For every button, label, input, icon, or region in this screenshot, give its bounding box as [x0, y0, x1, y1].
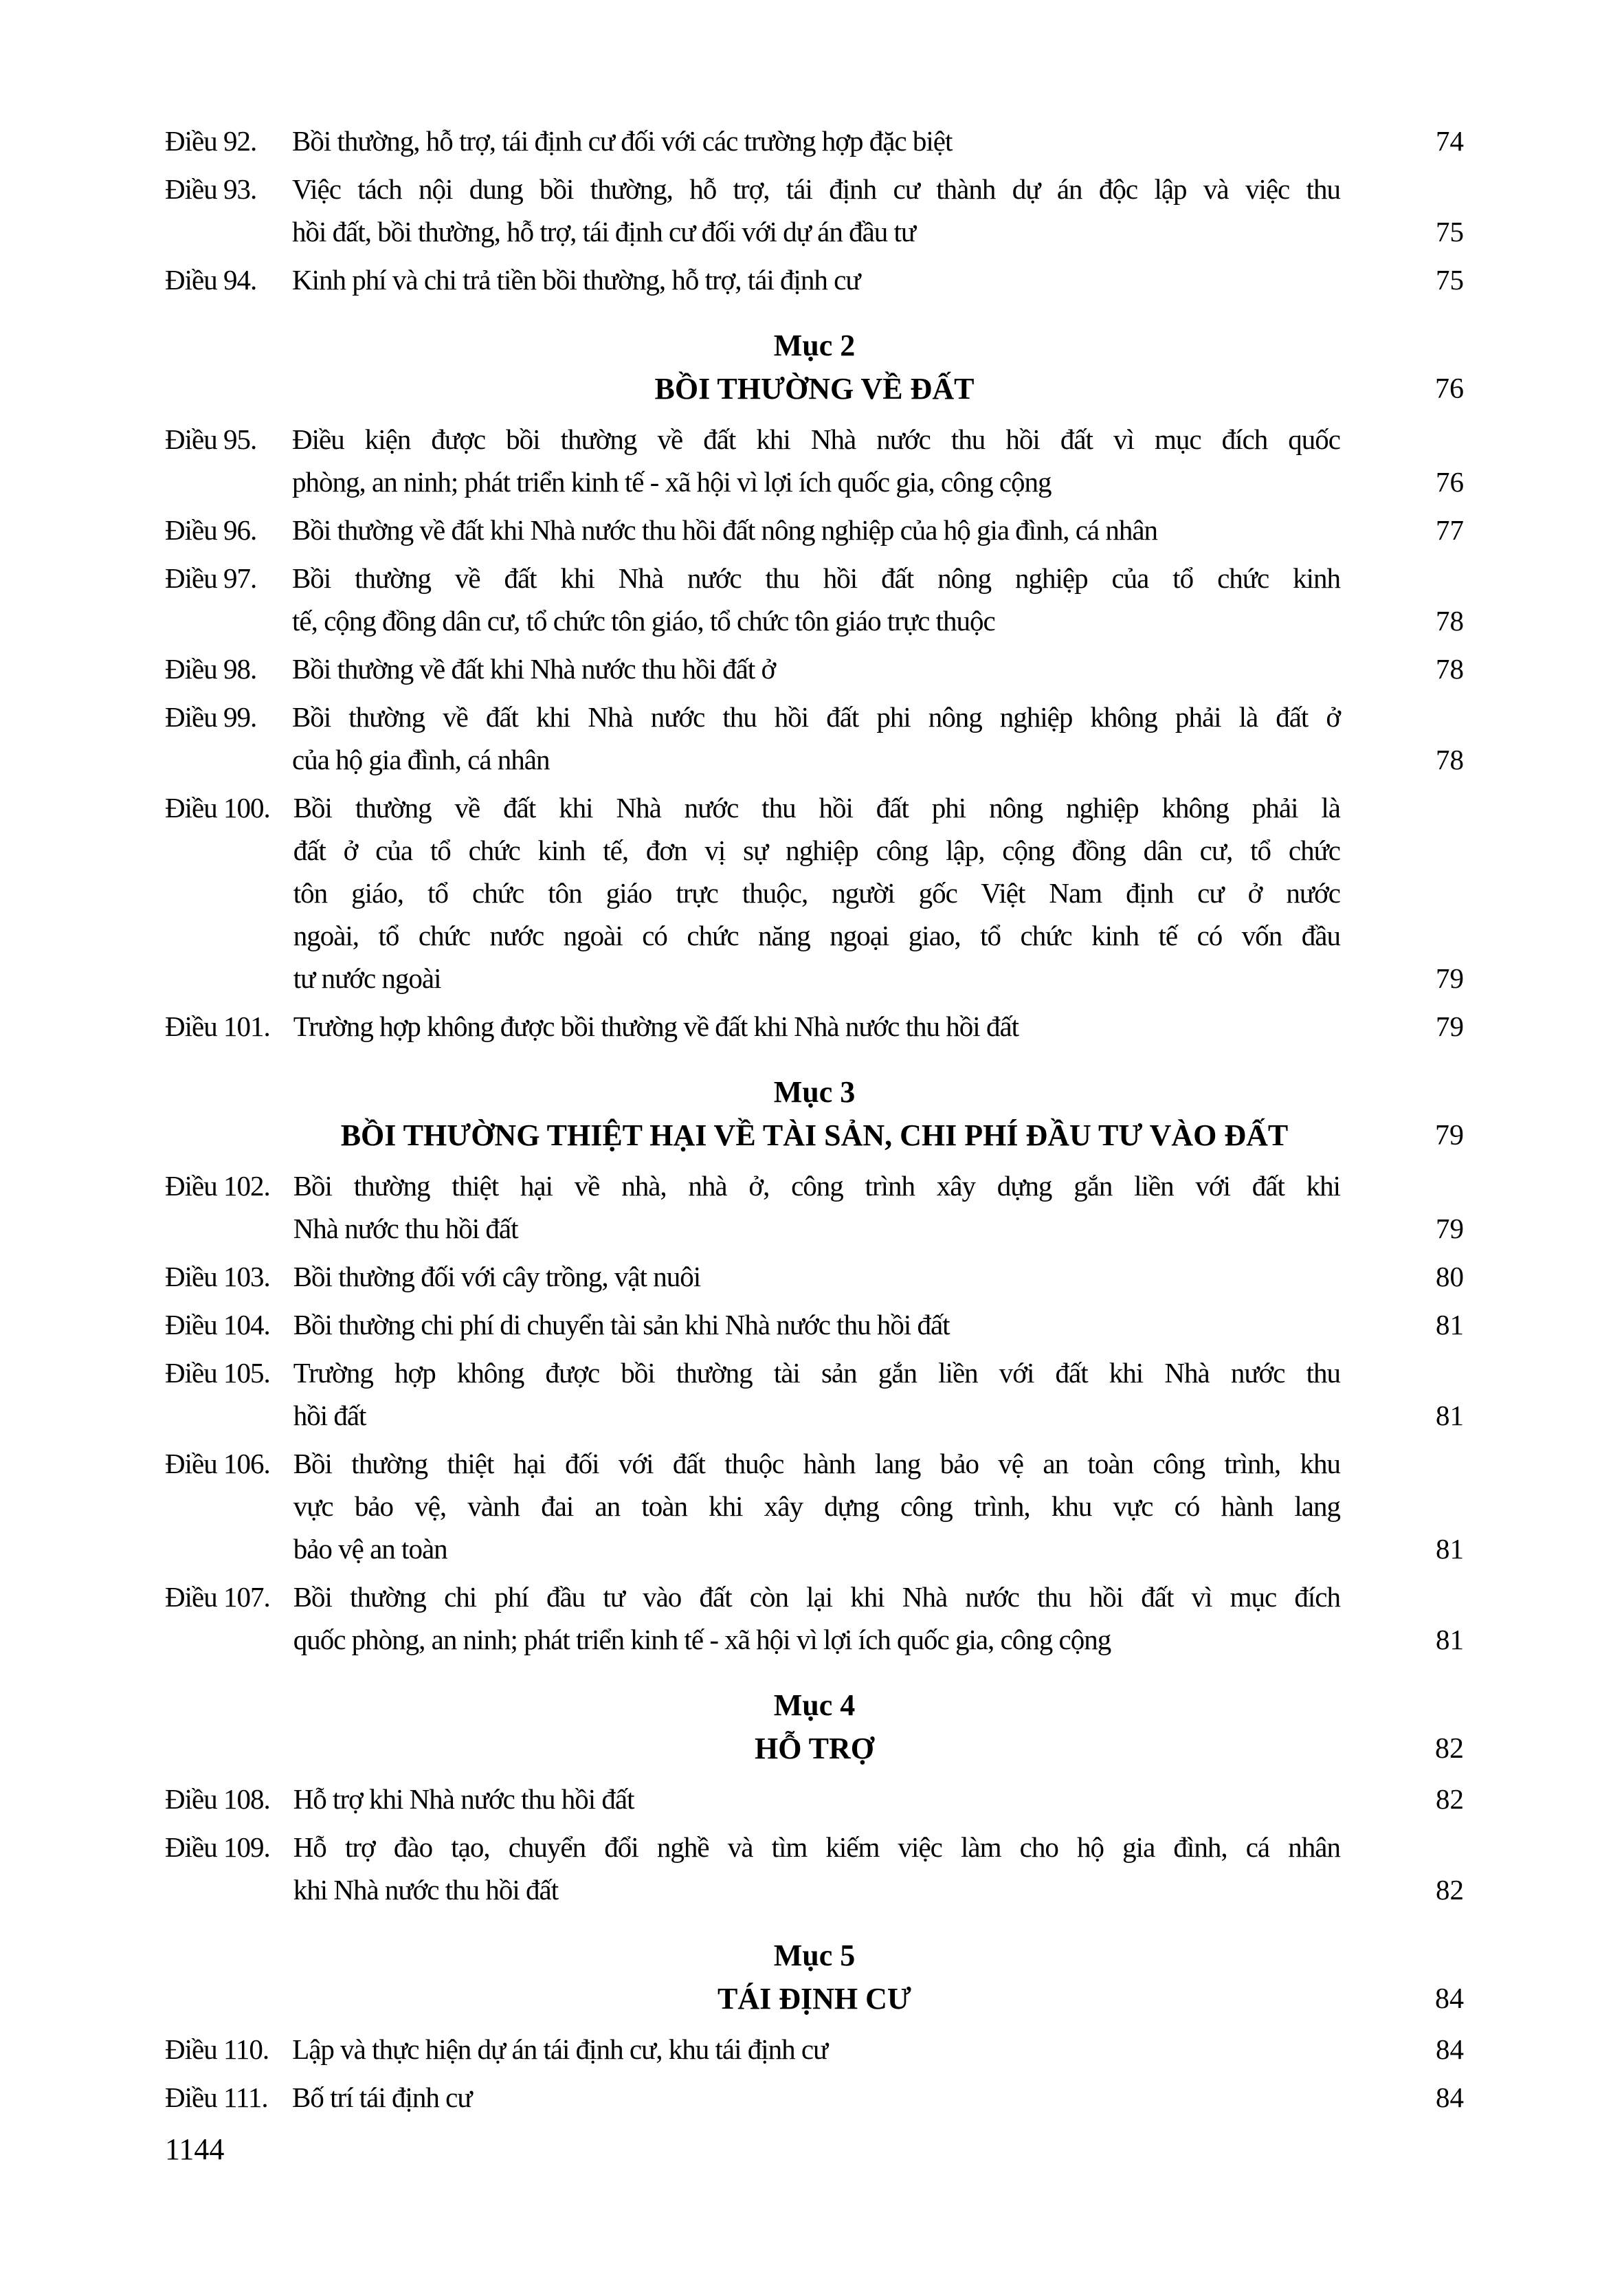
article-lines: [293, 1005, 1340, 1048]
toc-article-entry: [165, 1778, 1464, 1820]
toc-article-entry: [165, 557, 1464, 642]
article-line: ngoài, tổ chức nước ngoài có chức năng ngoại giao, tổ chức kinh tế có vốn đầu: [293, 920, 1340, 951]
article-label: Điều 94.: [165, 264, 257, 296]
page-number: 79: [1435, 1120, 1464, 1151]
toc-section-header: [165, 1934, 1464, 2021]
toc-article-entry: [165, 2076, 1464, 2119]
section-title: HỖ TRỢ: [754, 1732, 874, 1765]
article-line: Bồi thường chi phí đầu tư vào đất còn lại khi Nhà nước thu hồi đất vì mục đích: [293, 1581, 1340, 1613]
article-label: Điều 104.: [165, 1309, 270, 1340]
article-line: Bồi thường về đất khi Nhà nước thu hồi đất ở: [292, 653, 776, 685]
article-lines: [293, 1255, 1340, 1298]
toc-article-entry: [165, 1351, 1464, 1437]
article-line: Bồi thường thiệt hại về nhà, nhà ở, công trình xây dựng gắn liền với đất khi: [293, 1170, 1340, 1202]
footer-page-number: 1144: [165, 2132, 225, 2166]
page-number: 81: [1436, 1400, 1464, 1431]
toc-article-entry: [165, 2028, 1464, 2071]
toc-article-entry: [165, 1164, 1464, 1250]
article-line: Bồi thường về đất khi Nhà nước thu hồi đất phi nông nghiệp không phải là: [293, 792, 1340, 824]
article-line: Bồi thường chi phí di chuyển tài sản khi Nhà nước thu hồi đất: [293, 1309, 950, 1340]
article-line: Việc tách nội dung bồi thường, hỗ trợ, tái định cư thành dự án độc lập và việc thu: [292, 173, 1340, 205]
article-line: bảo vệ an toàn: [293, 1533, 447, 1565]
article-label: Điều 93.: [165, 173, 257, 205]
article-line: khi Nhà nước thu hồi đất: [293, 1874, 559, 1906]
toc-article-entry: [165, 258, 1464, 301]
toc-article-entry: [165, 696, 1464, 781]
toc-article-entry: [165, 509, 1464, 551]
toc-article-entry: [165, 120, 1464, 162]
page-number: 79: [1436, 962, 1464, 994]
page-number: 78: [1436, 744, 1464, 775]
article-lines: [292, 2076, 1340, 2119]
article-line: hồi đất, bồi thường, hỗ trợ, tái định cư đối với dự án đầu tư: [292, 216, 916, 247]
article-lines: [293, 1351, 1340, 1437]
article-label: Điều 103.: [165, 1261, 270, 1292]
article-line: Kinh phí và chi trả tiền bồi thường, hỗ trợ, tái định cư: [292, 264, 860, 296]
page-number: 84: [1436, 2033, 1464, 2065]
article-lines: [292, 120, 1340, 162]
toc-article-entry: [165, 418, 1464, 503]
article-lines: [292, 696, 1340, 781]
page-number: 76: [1436, 466, 1464, 498]
article-lines: [293, 1826, 1340, 1911]
section-title: TÁI ĐỊNH CƯ: [718, 1982, 911, 2016]
page-number: 81: [1436, 1624, 1464, 1655]
toc-article-entry: [165, 1255, 1464, 1298]
article-label: Điều 106.: [165, 1448, 270, 1479]
article-label: Điều 98.: [165, 653, 257, 685]
toc-section-header: [165, 324, 1464, 411]
toc-article-entry: [165, 786, 1464, 1000]
article-line: hồi đất: [293, 1400, 366, 1431]
article-label: Điều 99.: [165, 701, 257, 733]
article-lines: [293, 1576, 1340, 1661]
article-line: Hỗ trợ đào tạo, chuyển đổi nghề và tìm kiếm việc làm cho hộ gia đình, cá nhân: [293, 1831, 1340, 1863]
article-lines: [292, 2028, 1340, 2071]
section-kicker: Mục 2: [773, 329, 856, 362]
article-line: Trường hợp không được bồi thường về đất khi Nhà nước thu hồi đất: [293, 1011, 1019, 1042]
page-number: 79: [1436, 1011, 1464, 1042]
page-number: 78: [1436, 605, 1464, 637]
article-line: vực bảo vệ, vành đai an toàn khi xây dựng công trình, khu vực có hành lang: [293, 1490, 1340, 1522]
article-line: Bồi thường về đất khi Nhà nước thu hồi đất nông nghiệp của tổ chức kinh: [292, 562, 1340, 594]
article-label: Điều 92.: [165, 125, 257, 157]
article-lines: [292, 258, 1340, 301]
article-lines: [293, 1778, 1340, 1820]
toc-article-entry: [165, 1005, 1464, 1048]
article-label: Điều 107.: [165, 1581, 270, 1613]
article-lines: [292, 168, 1340, 253]
article-line: của hộ gia đình, cá nhân: [292, 744, 550, 775]
page-number: 79: [1436, 1213, 1464, 1244]
toc-list: [165, 114, 1464, 2124]
article-line: Bồi thường thiệt hại đối với đất thuộc hành lang bảo vệ an toàn công trình, khu: [293, 1448, 1340, 1479]
section-kicker: Mục 4: [773, 1688, 856, 1722]
article-lines: [292, 557, 1340, 642]
article-lines: [293, 1442, 1340, 1570]
article-line: Lập và thực hiện dự án tái định cư, khu tái định cư: [292, 2033, 828, 2065]
article-line: phòng, an ninh; phát triển kinh tế - xã hội vì lợi ích quốc gia, công cộng: [292, 466, 1052, 498]
article-label: Điều 101.: [165, 1011, 270, 1042]
article-label: Điều 105.: [165, 1357, 270, 1389]
article-label: Điều 108.: [165, 1783, 270, 1815]
page-number: 82: [1436, 1874, 1464, 1906]
article-line: Bồi thường về đất khi Nhà nước thu hồi đất phi nông nghiệp không phải là đất ở: [292, 701, 1340, 733]
page-number: 81: [1436, 1309, 1464, 1340]
article-line: Bồi thường về đất khi Nhà nước thu hồi đất nông nghiệp của hộ gia đình, cá nhân: [292, 514, 1158, 546]
section-title: BỒI THƯỜNG VỀ ĐẤT: [654, 372, 975, 406]
article-line: Điều kiện được bồi thường về đất khi Nhà nước thu hồi đất vì mục đích quốc: [292, 423, 1340, 455]
page-number: 81: [1436, 1533, 1464, 1565]
page-number: 84: [1435, 1983, 1464, 2015]
section-kicker: Mục 5: [773, 1939, 856, 1972]
article-lines: [292, 418, 1340, 503]
page-number: 82: [1435, 1733, 1464, 1765]
page-number: 75: [1436, 216, 1464, 247]
article-lines: [293, 1164, 1340, 1250]
article-label: Điều 110.: [165, 2033, 269, 2065]
article-label: Điều 100.: [165, 792, 270, 824]
article-line: tế, cộng đồng dân cư, tổ chức tôn giáo, tổ chức tôn giáo trực thuộc: [292, 605, 995, 637]
article-label: Điều 109.: [165, 1831, 270, 1863]
page-number: 74: [1436, 125, 1464, 157]
article-label: Điều 97.: [165, 562, 257, 594]
toc-section-header: [165, 1684, 1464, 1771]
article-line: tư nước ngoài: [293, 962, 441, 994]
article-line: quốc phòng, an ninh; phát triển kinh tế - xã hội vì lợi ích quốc gia, công cộng: [293, 1624, 1111, 1655]
toc-article-entry: [165, 1576, 1464, 1661]
article-line: Hỗ trợ khi Nhà nước thu hồi đất: [293, 1783, 634, 1815]
article-lines: [293, 1303, 1340, 1346]
toc-article-entry: [165, 648, 1464, 690]
page-number: 78: [1436, 653, 1464, 685]
toc-article-entry: [165, 1826, 1464, 1911]
article-lines: [293, 786, 1340, 1000]
article-line: đất ở của tổ chức kinh tế, đơn vị sự nghiệp công lập, cộng đồng dân cư, tổ chức: [293, 835, 1340, 866]
article-line: Bồi thường, hỗ trợ, tái định cư đối với các trường hợp đặc biệt: [292, 125, 953, 157]
toc-section-header: [165, 1071, 1464, 1158]
page-number: 84: [1436, 2082, 1464, 2113]
article-label: Điều 96.: [165, 514, 257, 546]
article-line: Trường hợp không được bồi thường tài sản gắn liền với đất khi Nhà nước thu: [293, 1357, 1340, 1389]
toc-article-entry: [165, 168, 1464, 253]
article-lines: [292, 648, 1340, 690]
article-line: Nhà nước thu hồi đất: [293, 1213, 518, 1244]
page-number: 80: [1436, 1261, 1464, 1292]
article-line: Bồi thường đối với cây trồng, vật nuôi: [293, 1261, 701, 1292]
page-number: 77: [1436, 514, 1464, 546]
page-number: 82: [1436, 1783, 1464, 1815]
article-lines: [292, 509, 1340, 551]
page-number: 76: [1435, 373, 1464, 405]
article-label: Điều 111.: [165, 2082, 268, 2113]
article-line: Bố trí tái định cư: [292, 2082, 472, 2113]
section-kicker: Mục 3: [773, 1075, 856, 1109]
page-number: 75: [1436, 264, 1464, 296]
article-line: tôn giáo, tổ chức tôn giáo trực thuộc, người gốc Việt Nam định cư ở nước: [293, 877, 1340, 909]
toc-article-entry: [165, 1442, 1464, 1570]
article-label: Điều 102.: [165, 1170, 270, 1202]
toc-article-entry: [165, 1303, 1464, 1346]
section-title: BỒI THƯỜNG THIỆT HẠI VỀ TÀI SẢN, CHI PHÍ ĐẦU TƯ VÀO ĐẤT: [340, 1118, 1289, 1152]
article-label: Điều 95.: [165, 423, 257, 455]
